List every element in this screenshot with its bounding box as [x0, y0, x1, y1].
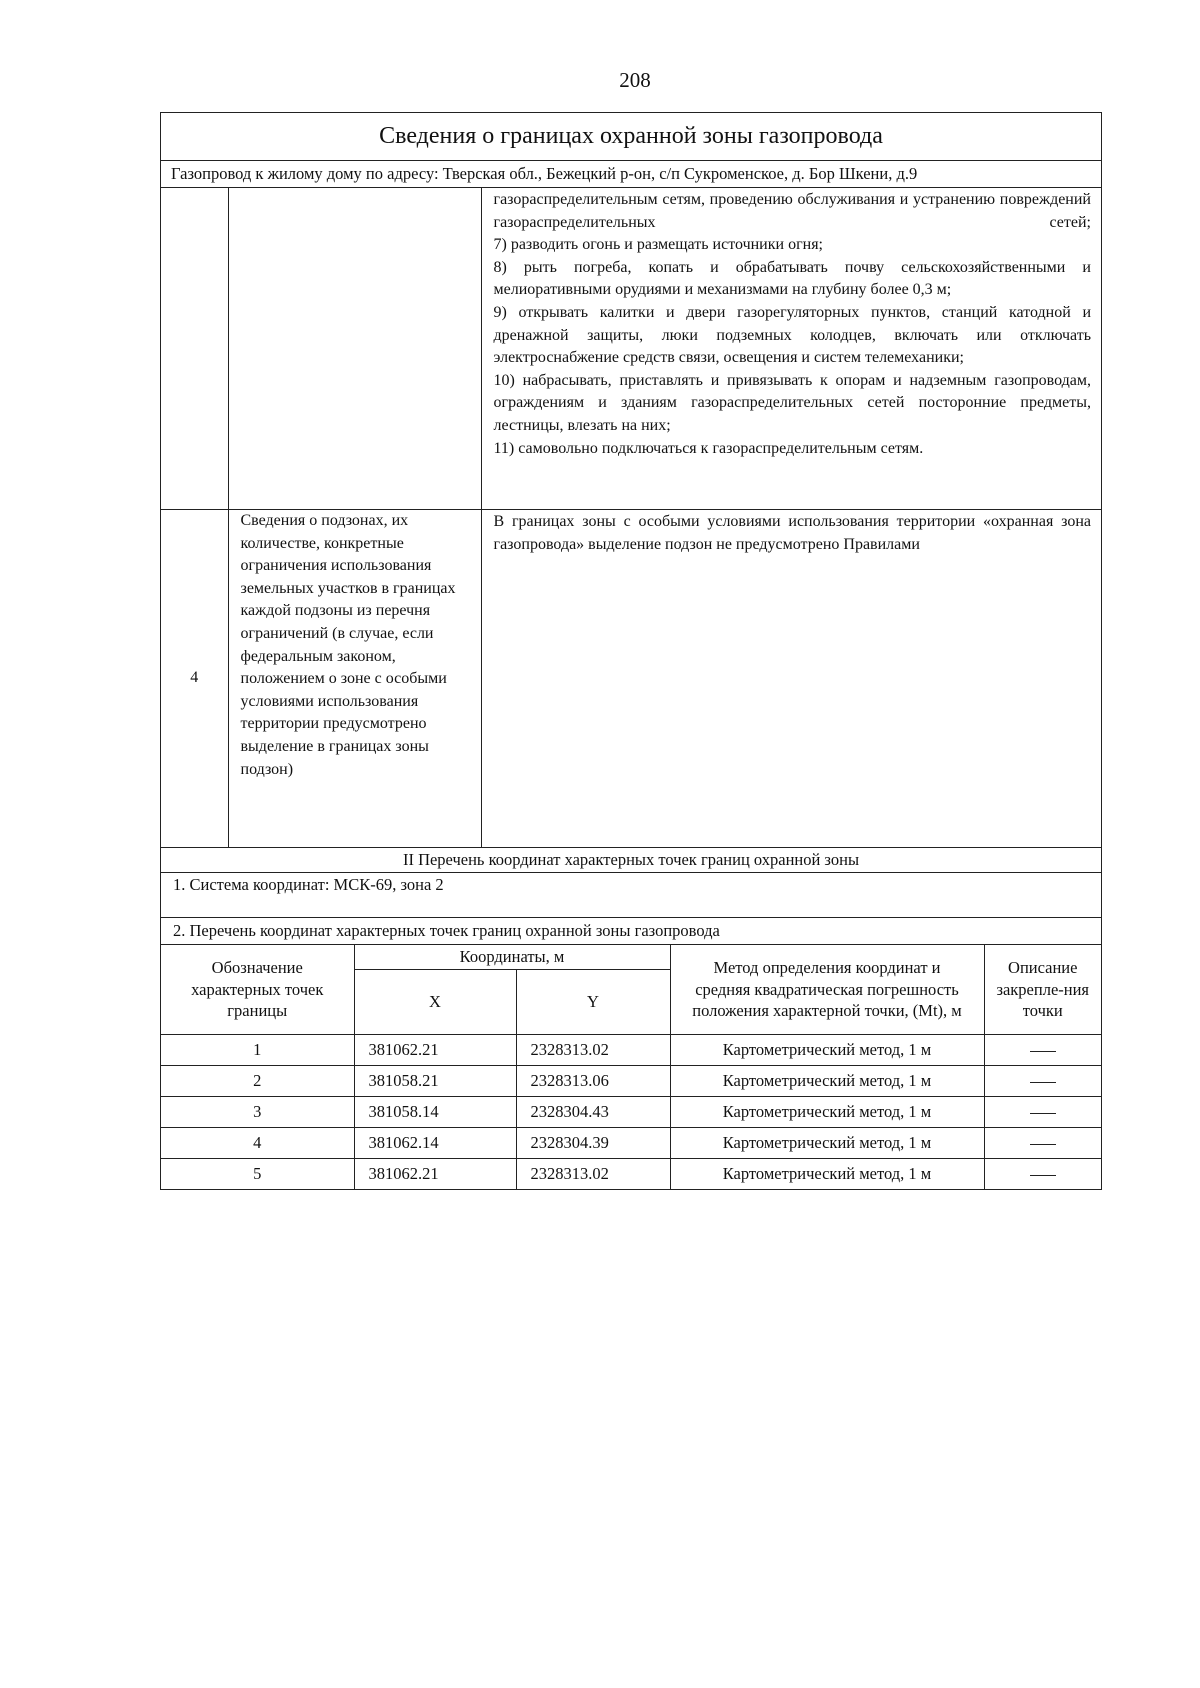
point-x: 381062.14: [354, 1128, 516, 1159]
continued-row: [161, 188, 1101, 510]
table-row: [161, 1128, 1101, 1159]
row-4-text: В границах зоны с особыми условиями использования территории «охранная зона газопровода» выделение подзон не предусмотрено Правилами: [481, 510, 1101, 848]
point-y: 2328304.39: [516, 1128, 670, 1159]
point-method: Картометрический метод, 1 м: [670, 1128, 984, 1159]
restriction-line: газораспределительным сетям, проведению обслуживания и устранению повреждений газораспределительных сетей;: [493, 191, 1091, 231]
point-method: Картометрический метод, 1 м: [670, 1066, 984, 1097]
points-table: [161, 944, 1101, 1189]
point-method: Картометрический метод, 1 м: [670, 1097, 984, 1128]
header-x: X: [354, 970, 516, 1035]
document-title: Сведения о границах охранной зоны газопровода: [161, 113, 1101, 161]
point-description: [984, 1097, 1101, 1128]
point-number: 3: [161, 1097, 354, 1128]
row-4: [161, 510, 1101, 848]
point-number: 5: [161, 1159, 354, 1190]
point-y: 2328313.06: [516, 1066, 670, 1097]
continued-row-label: [228, 188, 481, 510]
point-method: Картометрический метод, 1 м: [670, 1159, 984, 1190]
point-method: Картометрический метод, 1 м: [670, 1035, 984, 1066]
point-x: 381058.14: [354, 1097, 516, 1128]
restrictions-text: [481, 188, 1101, 510]
restriction-line: 10) набрасывать, приставлять и привязывать к опорам и надземным газопроводам, ограждениям и зданиям газораспределительных сетей посторонние предметы, лестницы, влезать на них;: [493, 371, 1091, 434]
dash-mark: [1030, 1175, 1056, 1176]
point-description: [984, 1035, 1101, 1066]
point-y: 2328304.43: [516, 1097, 670, 1128]
restriction-line: 11) самовольно подключаться к газораспределительным сетям.: [493, 439, 924, 457]
zone-info-sheet: [160, 112, 1102, 1190]
header-designation: Обозначение характерных точек границы: [161, 945, 354, 1035]
dash-mark: [1030, 1144, 1056, 1145]
restriction-line: 9) открывать калитки и двери газорегуляторных пунктов, станций катодной и дренажной защиты, люки подземных колодцев, включать или отключать электроснабжение средств связи, освещения и систем телемеханики;: [493, 303, 1091, 367]
table-row: [161, 1159, 1101, 1190]
section-2-title: II Перечень координат характерных точек границ охранной зоны: [161, 847, 1101, 873]
table-row: [161, 1097, 1101, 1128]
restriction-line: 8) рыть погреба, копать и обрабатывать почву сельскохозяйственными и мелиоративными орудиями и механизмами на глубину более 0,3 м;: [493, 258, 1091, 299]
address-line: Газопровод к жилому дому по адресу: Тверская обл., Бежецкий р-он, с/п Сукроменское, д. Бор Шкени, д.9: [161, 161, 1101, 188]
header-y: Y: [516, 970, 670, 1035]
dash-mark: [1030, 1113, 1056, 1114]
header-description: Описание закрепле-ния точки: [984, 945, 1101, 1035]
page-number: 208: [619, 68, 651, 92]
point-number: 2: [161, 1066, 354, 1097]
point-number: 4: [161, 1128, 354, 1159]
point-x: 381062.21: [354, 1035, 516, 1066]
row-4-label: Сведения о подзонах, их количестве, конкретные ограничения использования земельных участков в границах каждой подзоны из перечня ограничений (в случае, если федеральным законом, положением о зоне с особыми условиями использования территории предусмотрено выделение в границах зоны подзон): [228, 510, 481, 848]
table-row: [161, 1035, 1101, 1066]
dash-mark: [1030, 1051, 1056, 1052]
header-coordinates: Координаты, м: [354, 945, 670, 970]
restriction-line: 7) разводить огонь и размещать источники огня;: [493, 236, 823, 254]
point-description: [984, 1128, 1101, 1159]
table-row: [161, 1066, 1101, 1097]
point-x: 381058.21: [354, 1066, 516, 1097]
point-number: 1: [161, 1035, 354, 1066]
coordinate-system: 1. Система координат: МСК-69, зона 2: [173, 875, 444, 894]
blank-row: [161, 897, 1101, 918]
point-description: [984, 1066, 1101, 1097]
dash-mark: [1030, 1082, 1056, 1083]
point-x: 381062.21: [354, 1159, 516, 1190]
point-description: [984, 1159, 1101, 1190]
points-list-title: 2. Перечень координат характерных точек границ охранной зоны газопровода: [173, 921, 720, 940]
row-4-number: 4: [161, 510, 228, 848]
point-y: 2328313.02: [516, 1035, 670, 1066]
point-y: 2328313.02: [516, 1159, 670, 1190]
info-table: [161, 188, 1101, 847]
continued-row-number: [161, 188, 228, 510]
header-method: Метод определения координат и средняя квадратическая погрешность положения характерной точки, (Mt), м: [670, 945, 984, 1035]
